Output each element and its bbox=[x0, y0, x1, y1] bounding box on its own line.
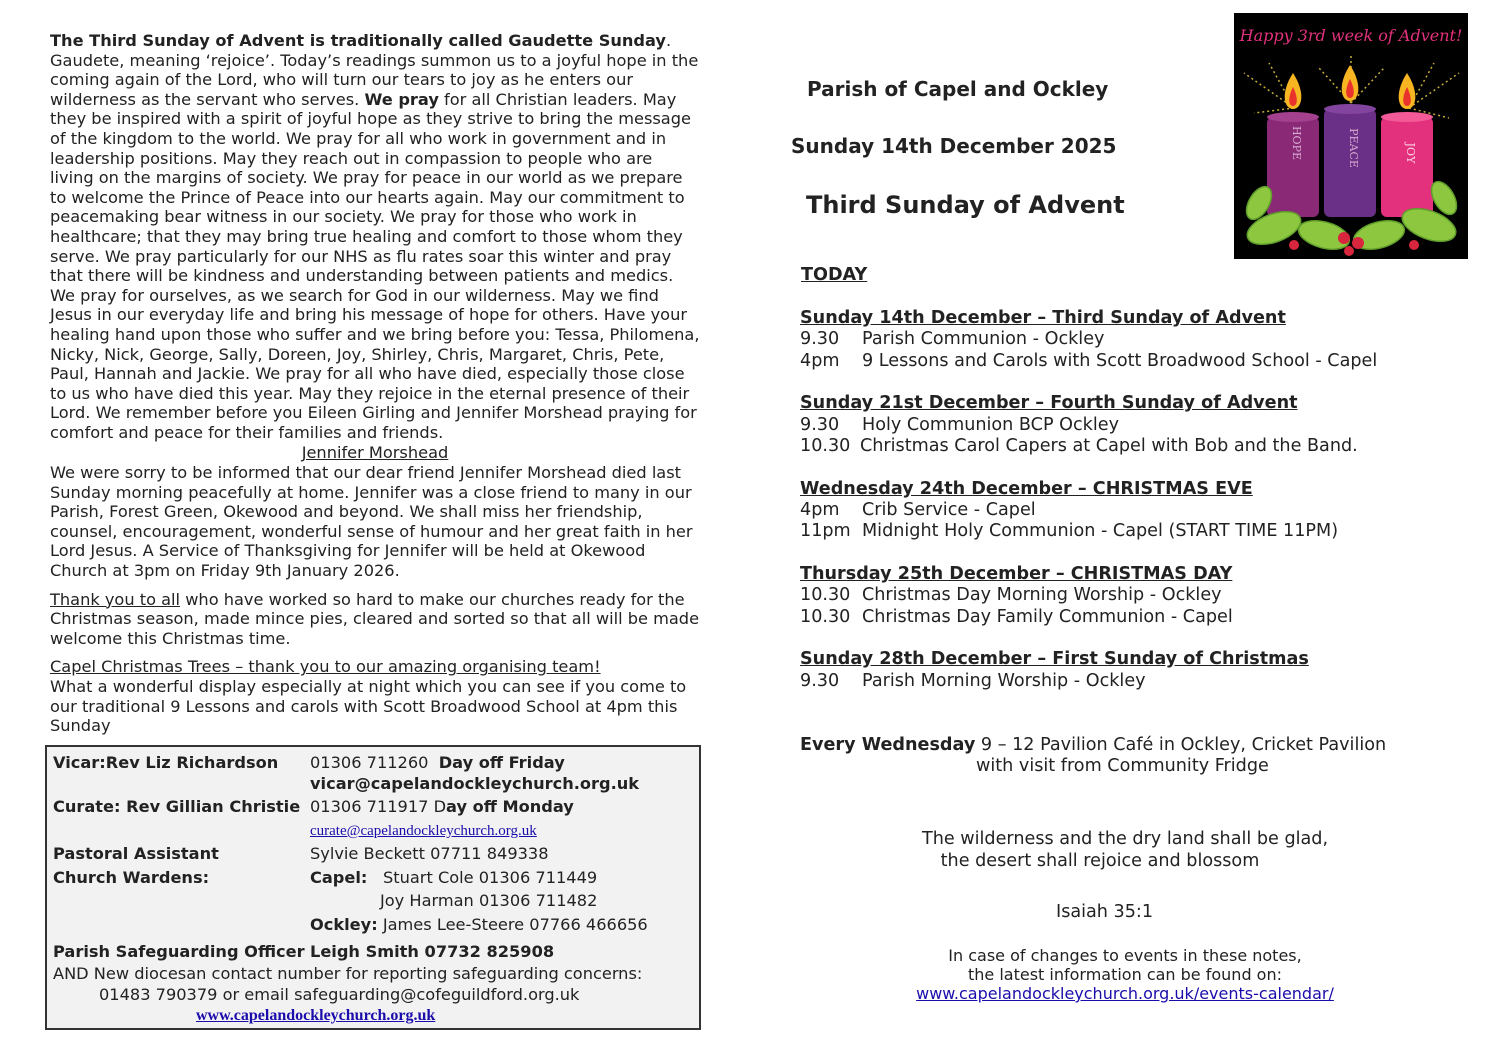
capel-warden-1: Stuart Cole 01306 711449 bbox=[383, 868, 598, 887]
event-time: 10.30 bbox=[800, 585, 851, 605]
intro-text: . Gaudete, meaning ‘rejoice’. Today’s readings summon us to a joyful hope in the coming again of the Lord, who will turn our tears to joy as he enters our wilderness as the servant who serves. bbox=[50, 31, 699, 109]
curate-contact bbox=[310, 796, 574, 818]
we-pray-bold: We pray bbox=[364, 89, 439, 109]
event-desc: Christmas Day Family Communion - Capel bbox=[862, 607, 1233, 627]
wardens-label: Church Wardens: bbox=[53, 868, 210, 887]
capel-label: Capel: bbox=[310, 868, 368, 887]
thanks-lead: Thank you to all bbox=[50, 589, 181, 609]
event-desc: Christmas Day Morning Worship - Ockley bbox=[862, 585, 1222, 605]
website-link[interactable]: www.capelandockleychurch.org.uk bbox=[196, 1007, 436, 1024]
quote-line-2: the desert shall rejoice and blossom bbox=[940, 851, 1260, 871]
safeguarding-value: Leigh Smith 07732 825908 bbox=[310, 942, 555, 961]
quote-line-1: The wilderness and the dry land shall be glad, bbox=[921, 829, 1329, 849]
event-row bbox=[800, 585, 1222, 605]
parish-title: Parish of Capel and Ockley bbox=[807, 77, 1109, 101]
curate-phone: 01306 711917 D bbox=[310, 797, 447, 816]
footer-line-1: In case of changes to events in these notes, bbox=[948, 946, 1302, 965]
joy-candle bbox=[1381, 117, 1433, 217]
event-row bbox=[800, 521, 1338, 541]
obituary-heading: Jennifer Morshead bbox=[301, 443, 449, 463]
weekly-text: 9 – 12 Pavilion Café in Ockley, Cricket Pavilion bbox=[975, 735, 1387, 755]
event-desc: Parish Morning Worship - Ockley bbox=[862, 671, 1146, 691]
joy-label: JOY bbox=[1404, 142, 1417, 164]
event-row bbox=[800, 415, 1119, 435]
footer-notice bbox=[900, 946, 1350, 1003]
prayer-text: for all Christian leaders. May they be inspired with a spirit of joyful hope as they strive to bring the message of the kingdom to the world. We pray for all who work in government and in leadership positions. May they reach out in compassion to people who are living on the margins of society. We pray for peace in our world as we prepare to welcome the Prince of Peace into our hearts again. May our commitment to peacemaking bear witness in our society. We pray for those who work in healthcare; that they may bring true healing and comfort to those whom they serve. We pray particularly for our NHS as flu rates soar this winter and pray that there will be kindness and understanding between patients and medics. We pray for ourselves, as we search for God in our wilderness. May we find Jesus in our everyday life and bring his message of hope for others. Have your healing hand upon those who suffer and we bring before you: Tessa, Philomena, Nicky, Nick, George, Sally, Doreen, Joy, Shirley, Chris, Margaret, Chris, Pete, Paul, Hannah and Jackie. We pray for all who have died, especially those close to us who have died this year. May they rejoice in the eternal presence of their Lord. We remember before you Eileen Girling and Jennifer Morshead praying for comfort and peace for their families and friends. bbox=[50, 89, 700, 442]
peace-label: PEACE bbox=[1347, 128, 1360, 168]
events-calendar-link[interactable]: www.capelandockleychurch.org.uk/events-calendar/ bbox=[916, 984, 1334, 1003]
event-row bbox=[800, 500, 1036, 520]
service-date: Sunday 14th December 2025 bbox=[791, 134, 1117, 158]
safeguarding-label: Parish Safeguarding Officer bbox=[53, 942, 305, 961]
trees-text: What a wonderful display especially at night which you can see if you come to our traditional 9 Lessons and carols with Scott Broadwood School at 4pm this Sunday bbox=[50, 677, 687, 736]
event-row bbox=[800, 351, 1377, 371]
diocesan-line: AND New diocesan contact number for reporting safeguarding concerns: bbox=[53, 964, 643, 983]
vicar-contact bbox=[310, 752, 565, 774]
weekly-text-2: with visit from Community Fridge bbox=[976, 756, 1269, 776]
scripture-quote bbox=[900, 828, 1350, 872]
advent-candles-svg bbox=[1234, 13, 1468, 259]
footer-line-2: the latest information can be found on: bbox=[967, 965, 1282, 984]
curate-email-link[interactable]: curate@capelandockleychurch.org.uk bbox=[310, 823, 537, 839]
ockley-label: Ockley: bbox=[310, 915, 378, 934]
event-row bbox=[800, 436, 1358, 456]
event-time: 9.30 bbox=[800, 415, 840, 435]
event-desc: Holy Communion BCP Ockley bbox=[862, 415, 1119, 435]
day-heading: Wednesday 24th December – CHRISTMAS EVE bbox=[800, 479, 1253, 499]
event-desc: Parish Communion - Ockley bbox=[862, 329, 1105, 349]
event-row bbox=[800, 671, 1146, 691]
vicar-dayoff: Day off Friday bbox=[438, 753, 565, 772]
hope-label: HOPE bbox=[1290, 125, 1303, 161]
advent-candles-image bbox=[1234, 13, 1468, 259]
intro-paragraph bbox=[50, 31, 700, 442]
event-desc: 9 Lessons and Carols with Scott Broadwood School - Capel bbox=[862, 351, 1378, 371]
day-heading: Sunday 14th December – Third Sunday of Advent bbox=[800, 308, 1286, 328]
event-time: 11pm bbox=[800, 521, 851, 541]
day-heading: Thursday 25th December – CHRISTMAS DAY bbox=[800, 564, 1233, 584]
event-desc: Christmas Carol Capers at Capel with Bob and the Band. bbox=[860, 436, 1358, 456]
left-column bbox=[50, 31, 700, 736]
ockley-warden-row bbox=[310, 914, 648, 936]
vicar-phone: 01306 711260 bbox=[310, 753, 429, 772]
trees-heading: Capel Christmas Trees – thank you to our amazing organising team! bbox=[50, 657, 601, 677]
vicar-email[interactable]: vicar@capelandockleychurch.org.uk bbox=[310, 774, 640, 793]
weekly-day: Every Wednesday bbox=[800, 735, 976, 755]
event-desc: Midnight Holy Communion - Capel (START TIME 11PM) bbox=[862, 521, 1339, 541]
event-desc: Crib Service - Capel bbox=[862, 500, 1036, 520]
obituary-text: We were sorry to be informed that our dear friend Jennifer Morshead died last Sunday morning peacefully at home. Jennifer was a close friend to many in our Parish, Forest Green, Okewood and beyond. We shall miss her friendship, counsel, encouragement, wonderful sense of humour and her great faith in her Lord Jesus. A Service of Thanksgiving for Jennifer will be held at Okewood Church at 3pm on Friday 9th January 2026. bbox=[50, 463, 693, 581]
ockley-warden: James Lee-Steere 07766 466656 bbox=[382, 915, 648, 934]
diocesan-contact: 01483 790379 or email safeguarding@cofeguildford.org.uk bbox=[99, 985, 580, 1004]
capel-warden-2: Joy Harman 01306 711482 bbox=[380, 891, 598, 910]
thanks-paragraph bbox=[50, 590, 700, 649]
event-time: 10.30 bbox=[800, 436, 851, 456]
advent-banner: Happy 3rd week of Advent! bbox=[1239, 26, 1463, 45]
today-heading: TODAY bbox=[801, 265, 868, 285]
contact-box bbox=[45, 745, 701, 1030]
event-time: 9.30 bbox=[800, 329, 840, 349]
intro-bold: The Third Sunday of Advent is traditionally called Gaudette Sunday bbox=[50, 31, 666, 50]
event-time: 10.30 bbox=[800, 607, 851, 627]
event-row bbox=[800, 329, 1104, 349]
event-time: 4pm bbox=[800, 500, 840, 520]
event-time: 9.30 bbox=[800, 671, 840, 691]
day-heading: Sunday 28th December – First Sunday of Christmas bbox=[800, 649, 1309, 669]
quote-reference: Isaiah 35:1 bbox=[1056, 902, 1154, 922]
event-time: 4pm bbox=[800, 351, 840, 371]
weekly-event bbox=[800, 735, 1386, 755]
curate-label: Curate: Rev Gillian Christie bbox=[53, 797, 301, 816]
occasion-title: Third Sunday of Advent bbox=[806, 191, 1125, 219]
vicar-label: Vicar:Rev Liz Richardson bbox=[53, 753, 279, 772]
pastoral-value: Sylvie Beckett 07711 849338 bbox=[310, 844, 549, 863]
event-row bbox=[800, 607, 1233, 627]
curate-dayoff: ay off Monday bbox=[446, 797, 574, 816]
thanks-text: who have worked so hard to make our churches ready for the Christmas season, made mince pies, cleared and sorted so that all will be made welcome this Christmas time. bbox=[50, 589, 700, 648]
day-heading: Sunday 21st December – Fourth Sunday of Advent bbox=[800, 393, 1298, 413]
pastoral-label: Pastoral Assistant bbox=[53, 844, 219, 863]
